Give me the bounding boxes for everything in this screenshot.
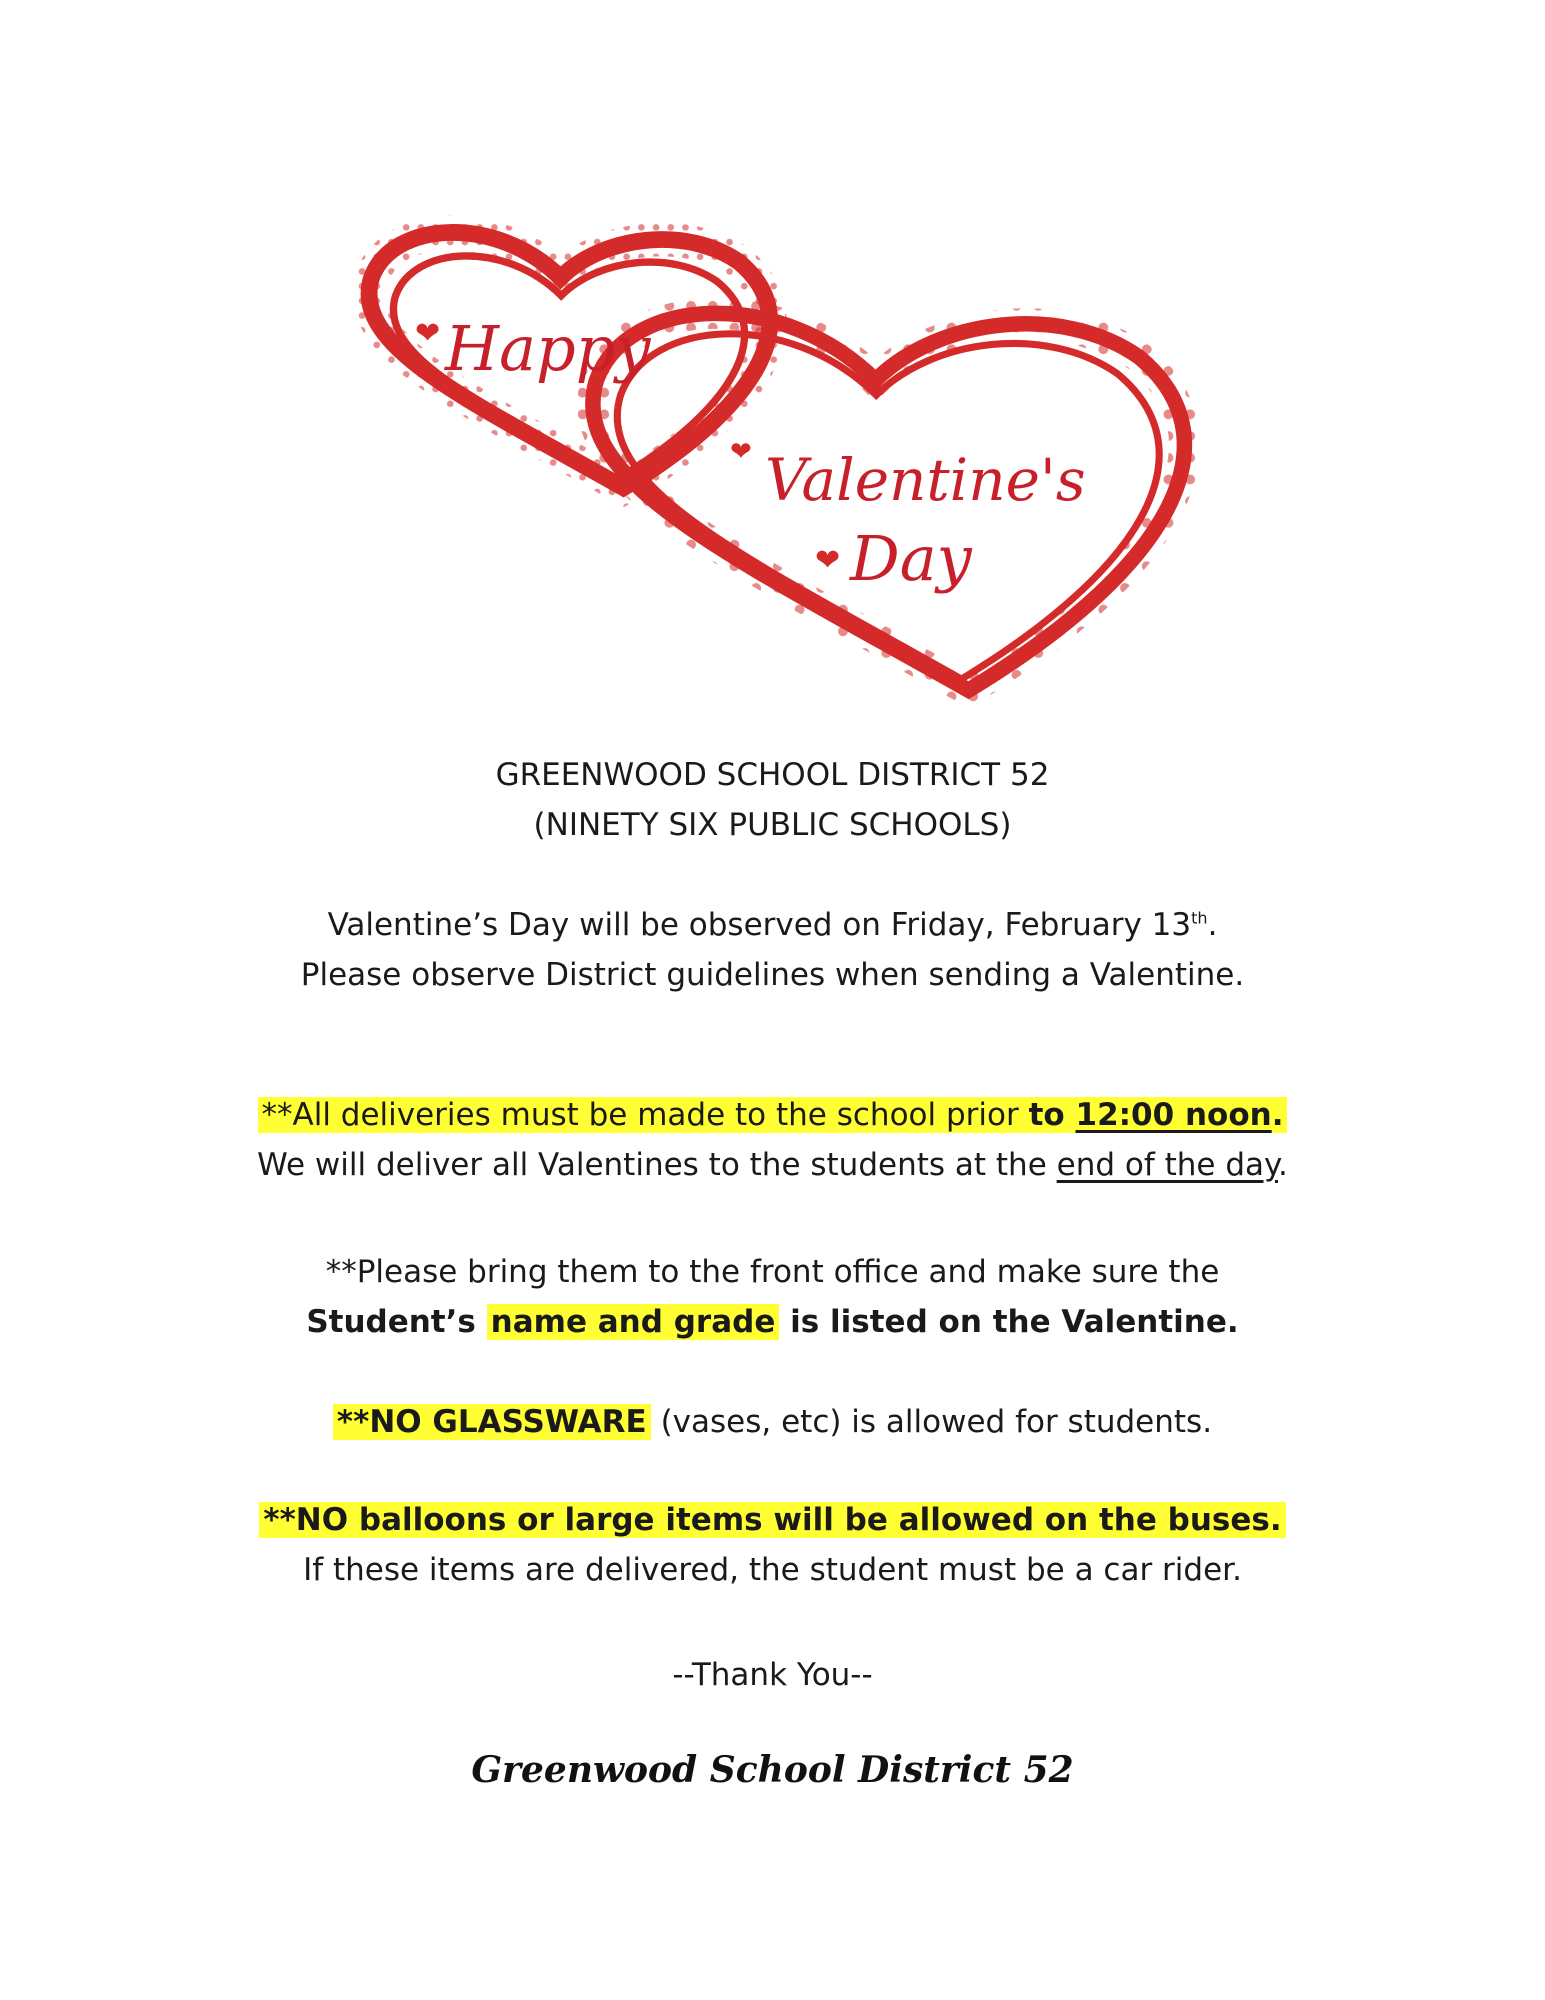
signature-text: Greenwood School District 52	[471, 1749, 1074, 1791]
balloons-rule	[0, 1495, 1545, 1595]
thank-you-text: --Thank You--	[672, 1657, 873, 1693]
glassware-text: (vases, etc) is allowed for students.	[650, 1404, 1213, 1440]
deliver-text: We will deliver all Valentines to the students at the	[257, 1147, 1057, 1183]
guidelines-line: Please observe District guidelines when sending a Valentine.	[300, 957, 1245, 993]
front-office-rule	[0, 1247, 1545, 1347]
happy-text: Happy	[445, 312, 651, 385]
intro-paragraph	[0, 900, 1545, 1000]
delivery-rules	[0, 1090, 1545, 1190]
balloons-line	[0, 1495, 1545, 1545]
district-subtitle: (NINETY SIX PUBLIC SCHOOLS)	[533, 807, 1012, 843]
no-balloons-highlight: **NO balloons or large items will be allowed on the buses.	[259, 1502, 1285, 1538]
small-heart-icon: ❤	[815, 543, 841, 578]
no-glassware-highlight: **NO GLASSWARE	[333, 1404, 651, 1440]
observed-date-text: Valentine’s Day will be observed on Friday, February 13	[327, 907, 1192, 943]
listed-text: is listed on the Valentine.	[779, 1304, 1239, 1340]
period: .	[1207, 907, 1218, 943]
period: .	[1271, 1097, 1284, 1133]
signature-block	[0, 1745, 1545, 1795]
deadline-line	[0, 1090, 1545, 1140]
day-text: Day	[850, 522, 972, 595]
small-heart-icon: ❤	[415, 316, 441, 351]
glassware-rule	[0, 1397, 1545, 1447]
observed-date-line	[0, 900, 1545, 950]
district-name: GREENWOOD SCHOOL DISTRICT 52	[495, 757, 1050, 793]
valentines-text: Valentine's	[765, 446, 1086, 514]
name-grade-line	[0, 1297, 1545, 1347]
glassware-line	[0, 1397, 1545, 1447]
end-of-day-text: end of the day	[1056, 1147, 1278, 1183]
front-office-line: **Please bring them to the front office and make sure the	[325, 1254, 1220, 1290]
deliver-line	[0, 1140, 1545, 1190]
deadline-highlight	[258, 1097, 1288, 1133]
thank-you	[0, 1650, 1545, 1700]
deadline-to: to	[1028, 1097, 1076, 1133]
small-heart-icon: ❤	[730, 437, 752, 467]
ordinal-suffix: th	[1191, 908, 1208, 928]
students-text: Student’s	[306, 1304, 487, 1340]
district-header	[0, 750, 1545, 850]
car-rider-line: If these items are delivered, the student must be a car rider.	[303, 1552, 1242, 1588]
deadline-time: 12:00 noon	[1075, 1097, 1272, 1133]
deadline-text: **All deliveries must be made to the school prior	[261, 1097, 1029, 1133]
valentine-hearts-graphic	[320, 195, 1200, 705]
name-grade-highlight: name and grade	[487, 1304, 780, 1340]
period: .	[1277, 1147, 1288, 1183]
